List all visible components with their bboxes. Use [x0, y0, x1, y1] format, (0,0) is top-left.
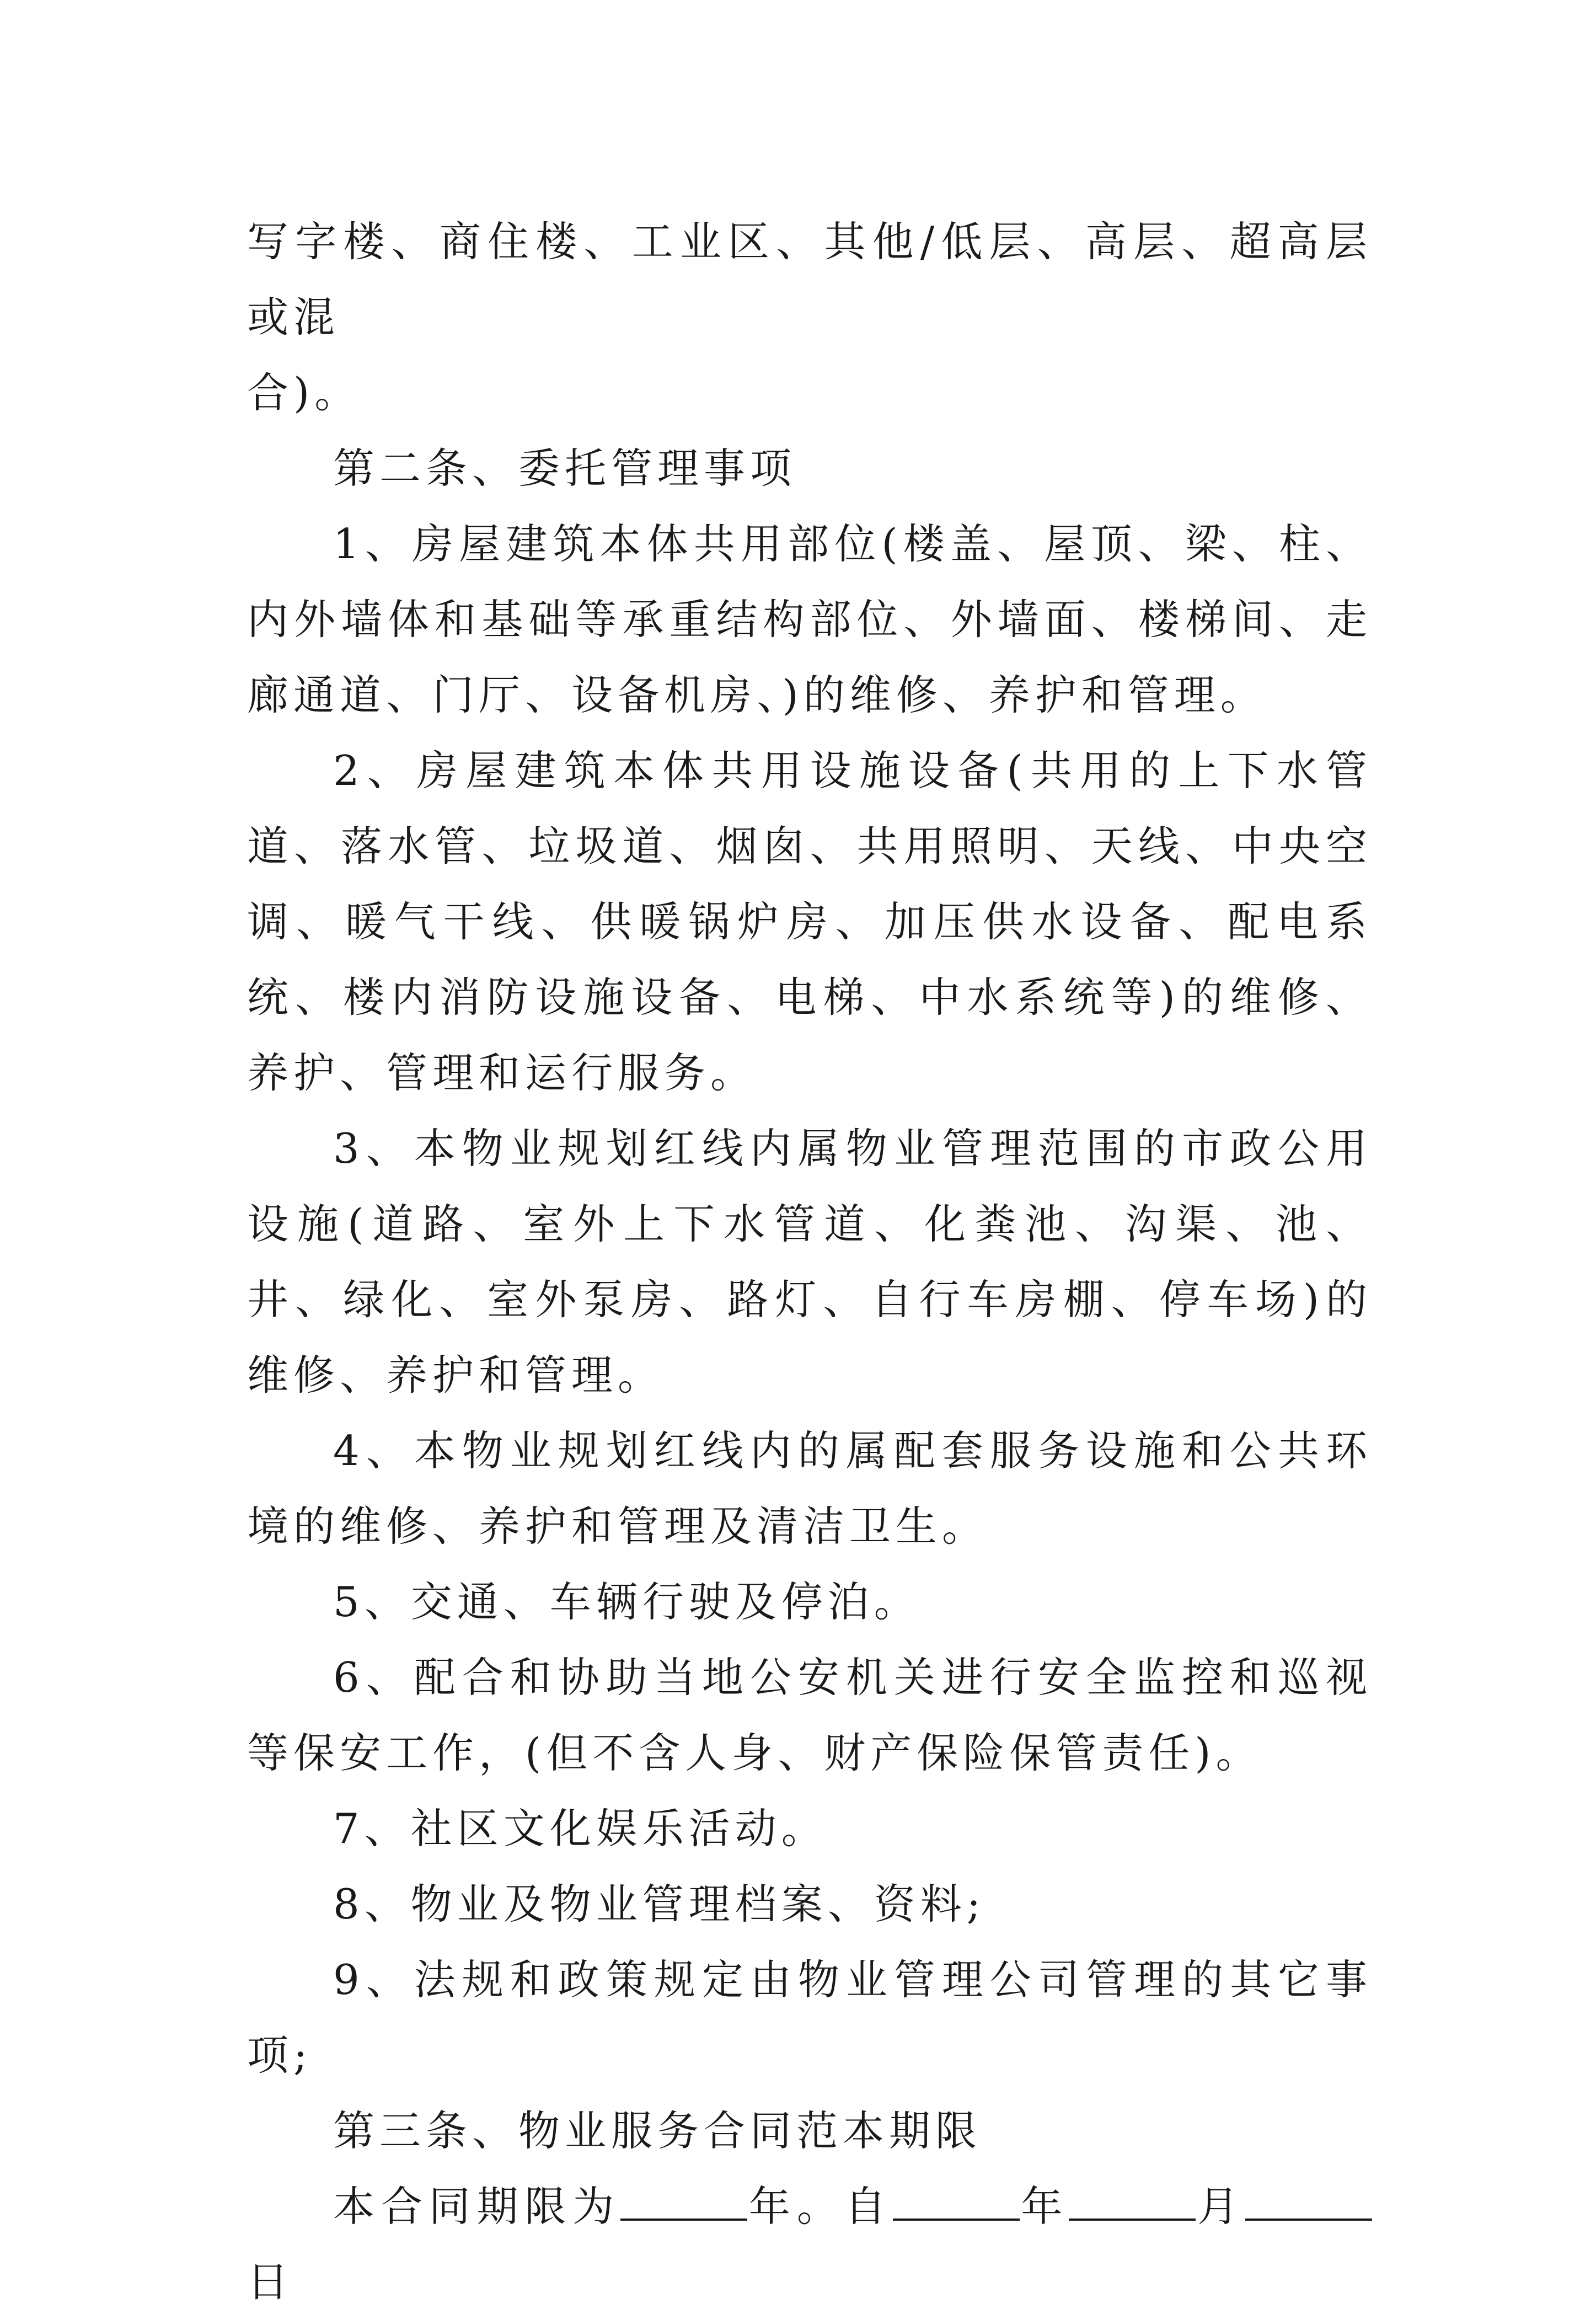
term-year-text: 年: [1019, 2182, 1069, 2231]
article-2-item-1: 1、房屋建筑本体共用部位(楼盖、屋顶、梁、柱、内外墙体和基础等承重结构部位、外墙面、楼梯间、走廊通道、门厅、设备机房、)的维修、养护和管理。: [247, 520, 1372, 719]
document-body: [247, 204, 1372, 2320]
article-2-item-8: 8、物业及物业管理档案、资料;: [333, 1880, 986, 1928]
term-year-from-text: 年。自: [747, 2182, 893, 2231]
start-year-blank[interactable]: [893, 2180, 1020, 2221]
start-day-blank[interactable]: [1245, 2180, 1372, 2221]
paragraph-building-types: [247, 204, 1372, 431]
article-2-item-2: 2、房屋建筑本体共用设施设备(共用的上下水管道、落水管、垃圾道、烟囱、共用照明、天线、中央空调、暖气干线、供暖锅炉房、加压供水设备、配电系统、楼内消防设施设备、电梯、中水系统等)的维修、养护、管理和运行服务。: [247, 746, 1372, 1097]
term-month-text: 月: [1196, 2182, 1245, 2231]
article-2-heading: 第二条、委托管理事项: [333, 444, 797, 493]
article-2-item-4: 4、本物业规划红线内的属配套服务设施和公共环境的维修、养护和管理及清洁卫生。: [247, 1426, 1372, 1551]
term-day-text: 日: [247, 2258, 294, 2306]
article-2-item-9: 9、法规和政策规定由物业管理公司管理的其它事项;: [247, 1955, 1372, 2080]
article-2-item-5: 5、交通、车辆行驶及停泊。: [333, 1578, 920, 1626]
start-month-blank[interactable]: [1069, 2180, 1196, 2221]
article-2-item-3: 3、本物业规划红线内属物业管理范围的市政公用设施(道路、室外上下水管道、化粪池、沟渠、池、井、绿化、室外泵房、路灯、自行车房棚、停车场)的维修、养护和管理。: [247, 1124, 1372, 1399]
building-types-line-2: 合)。: [247, 368, 361, 417]
article-2-item-7: 7、社区文化娱乐活动。: [333, 1804, 828, 1853]
term-years-blank[interactable]: [620, 2180, 747, 2221]
contract-term-line: [247, 2169, 1372, 2320]
article-3-heading: 第三条、物业服务合同范本期限: [333, 2107, 982, 2155]
term-prefix-text: 本合同期限为: [333, 2182, 621, 2231]
article-2-item-6: 6、配合和协助当地公安机关进行安全监控和巡视等保安工作，(但不含人身、财产保险保管责任)。: [247, 1653, 1372, 1777]
building-types-line-1: 写字楼、商住楼、工业区、其他/低层、高层、超高层或混: [247, 217, 1372, 341]
